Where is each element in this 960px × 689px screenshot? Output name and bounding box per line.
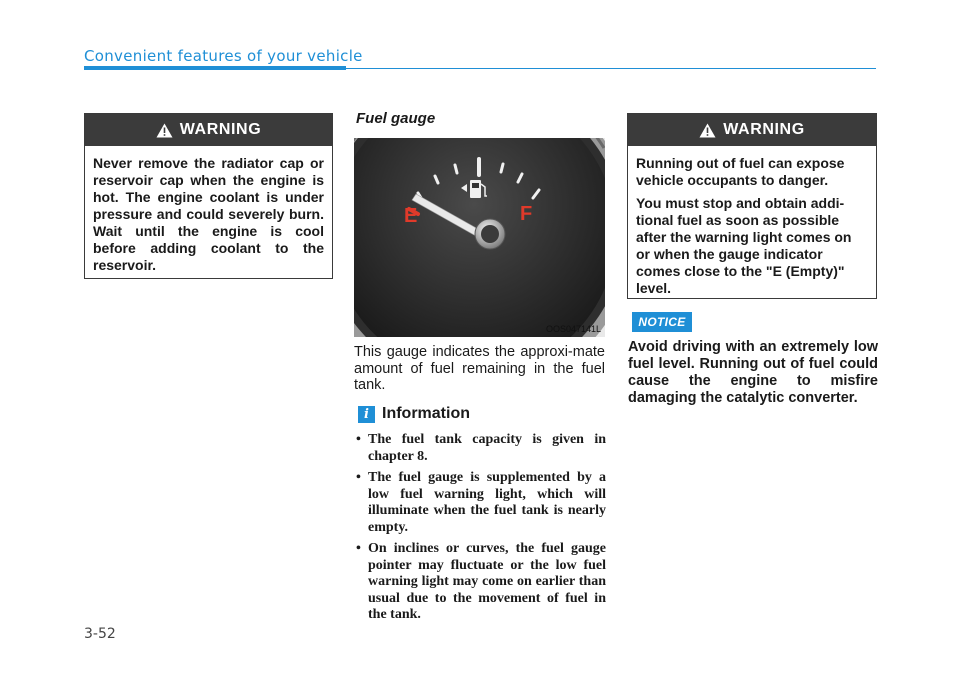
image-code: OOS047141L (545, 324, 601, 334)
fuel-gauge-illustration (354, 138, 605, 337)
warning-triangle-icon (156, 123, 173, 138)
warning-body (85, 146, 332, 284)
fuel-gauge-description: This gauge indicates the approxi-mate amount of fuel remaining in the fuel tank. (354, 344, 605, 393)
fuel-gauge-heading: Fuel gauge (356, 110, 436, 127)
header-rule-thick (84, 66, 346, 70)
page-number: 3-52 (84, 626, 116, 642)
warning-triangle-icon (699, 123, 716, 138)
list-item: • The fuel tank capacity is given in chapter 8. (354, 432, 606, 465)
warning-title: WARNING (179, 121, 262, 138)
information-header (358, 405, 470, 423)
full-label: F (520, 203, 533, 225)
fuel-warning-box (627, 113, 877, 299)
fuel-gauge-image (354, 138, 605, 337)
header-rule-thin (346, 68, 876, 69)
warning-text: Never remove the radiator cap or reservoir cap when the engine is hot. The engine coolant is under pressure and could severely burn. Wait until the engine is cool before adding coolant to the reservoir. (93, 155, 324, 273)
information-list (354, 432, 606, 629)
info-icon: i (358, 406, 375, 423)
list-item: • The fuel gauge is supplemented by a low fuel warning light, which will illuminate when the fuel tank is nearly empty. (354, 470, 606, 536)
coolant-warning-box (84, 113, 333, 279)
warning-title: WARNING (723, 121, 805, 138)
warning-header (628, 114, 876, 146)
list-item: • On inclines or curves, the fuel gauge pointer may fluctuate or the low fuel warning light may come on earlier than usual due to the movement of fuel in the tank. (354, 541, 606, 624)
warning-header (85, 114, 332, 146)
notice-text: Avoid driving with an extremely low fuel level. Running out of fuel could cause the engine to misfire damaging the catalytic converter. (628, 339, 878, 406)
section-title: Convenient features of your vehicle (84, 47, 363, 65)
empty-label: E (404, 205, 418, 227)
warning-paragraph-1: Running out of fuel can expose vehicle occupants to danger. (636, 155, 845, 188)
information-title: Information (382, 405, 470, 422)
warning-paragraph-2: You must stop and obtain addi-tional fuel as soon as possible after the warning light comes on or when the gauge indicator comes close to the "E (Empty)" level. (636, 195, 852, 296)
warning-body (628, 146, 876, 307)
notice-badge: NOTICE (632, 312, 692, 332)
